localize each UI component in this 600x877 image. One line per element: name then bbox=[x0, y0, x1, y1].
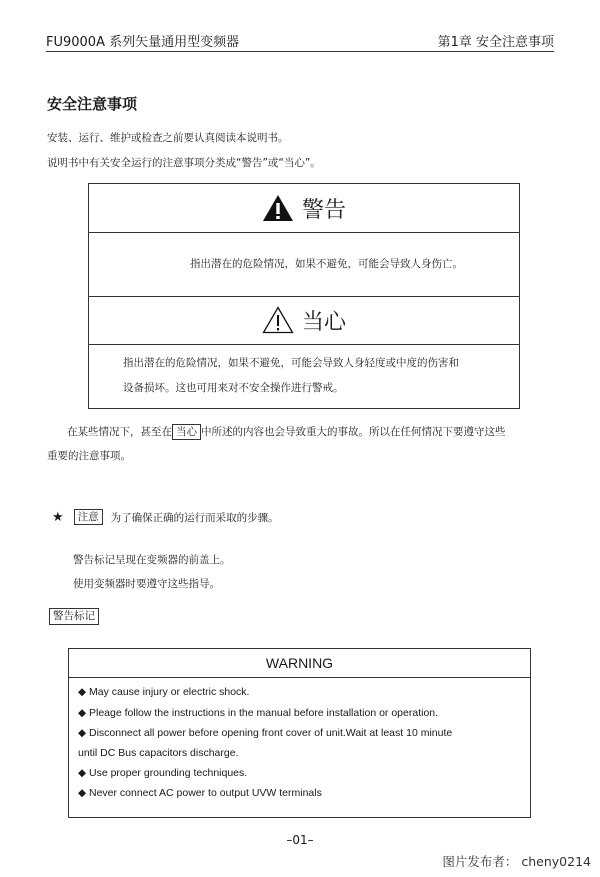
warning-description: 指出潜在的危险情况，如果不避免，可能会导致人身伤亡。 bbox=[190, 258, 463, 270]
caution-emphasis-paragraph bbox=[67, 424, 577, 440]
caution-triangle-icon bbox=[262, 306, 294, 334]
header-chapter-title: 第1章 安全注意事项 bbox=[437, 35, 554, 50]
header-divider bbox=[46, 51, 554, 52]
note-line bbox=[52, 509, 279, 525]
paragraph-text-after: 中所述的内容也会导致重大的事故。所以在任何情况下要遵守这些 bbox=[201, 426, 506, 438]
warning-description-row bbox=[89, 232, 519, 297]
warning-triangle-icon bbox=[262, 194, 294, 222]
sub-line-1: 警告标记呈现在变频器的前盖上。 bbox=[73, 554, 231, 566]
page-title: 安全注意事项 bbox=[47, 95, 138, 113]
warning-box-line: ◆ Disconnect all power before opening front cover of unit.Wait at least 10 minute bbox=[78, 727, 453, 739]
image-credit-watermark: 图片发布者： cheny0214 bbox=[442, 854, 591, 869]
page-number: –01– bbox=[286, 833, 314, 847]
warning-mark-label: 警告标记 bbox=[49, 608, 99, 625]
warning-label-box bbox=[68, 648, 531, 818]
warning-box-line: ◆ Never connect AC power to output UVW terminals bbox=[78, 787, 322, 799]
boxed-caution-term: 当心 bbox=[172, 424, 201, 440]
sub-line-2: 使用变频器时要遵守这些指导。 bbox=[73, 578, 220, 590]
star-icon: ★ bbox=[52, 509, 64, 525]
paragraph-text-before: 在某些情况下，甚至在 bbox=[67, 426, 172, 438]
warning-box-line: ◆ Use proper grounding techniques. bbox=[78, 767, 248, 779]
paragraph-line-2: 重要的注意事项。 bbox=[47, 450, 131, 462]
warning-box-line: until DC Bus capacitors discharge. bbox=[78, 747, 239, 759]
warning-box-line: ◆ May cause injury or electric shock. bbox=[78, 686, 250, 698]
intro-line-2: 说明书中有关安全运行的注意事项分类成“警告”或“当心”。 bbox=[47, 157, 321, 169]
signal-word-box bbox=[88, 183, 520, 409]
warning-box-line: ◆ Pleage follow the instructions in the manual before installation or operation. bbox=[78, 707, 439, 719]
caution-word: 当心 bbox=[301, 309, 346, 335]
caution-description-row bbox=[89, 344, 519, 409]
warning-header-row bbox=[89, 184, 519, 233]
caution-header-row bbox=[89, 296, 519, 345]
note-text: 为了确保正确的运行而采取的步骤。 bbox=[110, 511, 279, 524]
header-manual-title: FU9000A 系列矢量通用型变频器 bbox=[46, 35, 240, 50]
caution-description-line-2: 设备损坏。这也可用来对不安全操作进行警戒。 bbox=[123, 382, 344, 394]
warning-box-title: WARNING bbox=[69, 649, 530, 678]
caution-description-line-1: 指出潜在的危险情况，如果不避免，可能会导致人身轻度或中度的伤害和 bbox=[123, 357, 459, 369]
warning-word: 警告 bbox=[301, 197, 346, 223]
intro-line-1: 安装、运行、维护或检查之前要认真阅读本说明书。 bbox=[47, 132, 289, 144]
note-label: 注意 bbox=[74, 509, 103, 525]
